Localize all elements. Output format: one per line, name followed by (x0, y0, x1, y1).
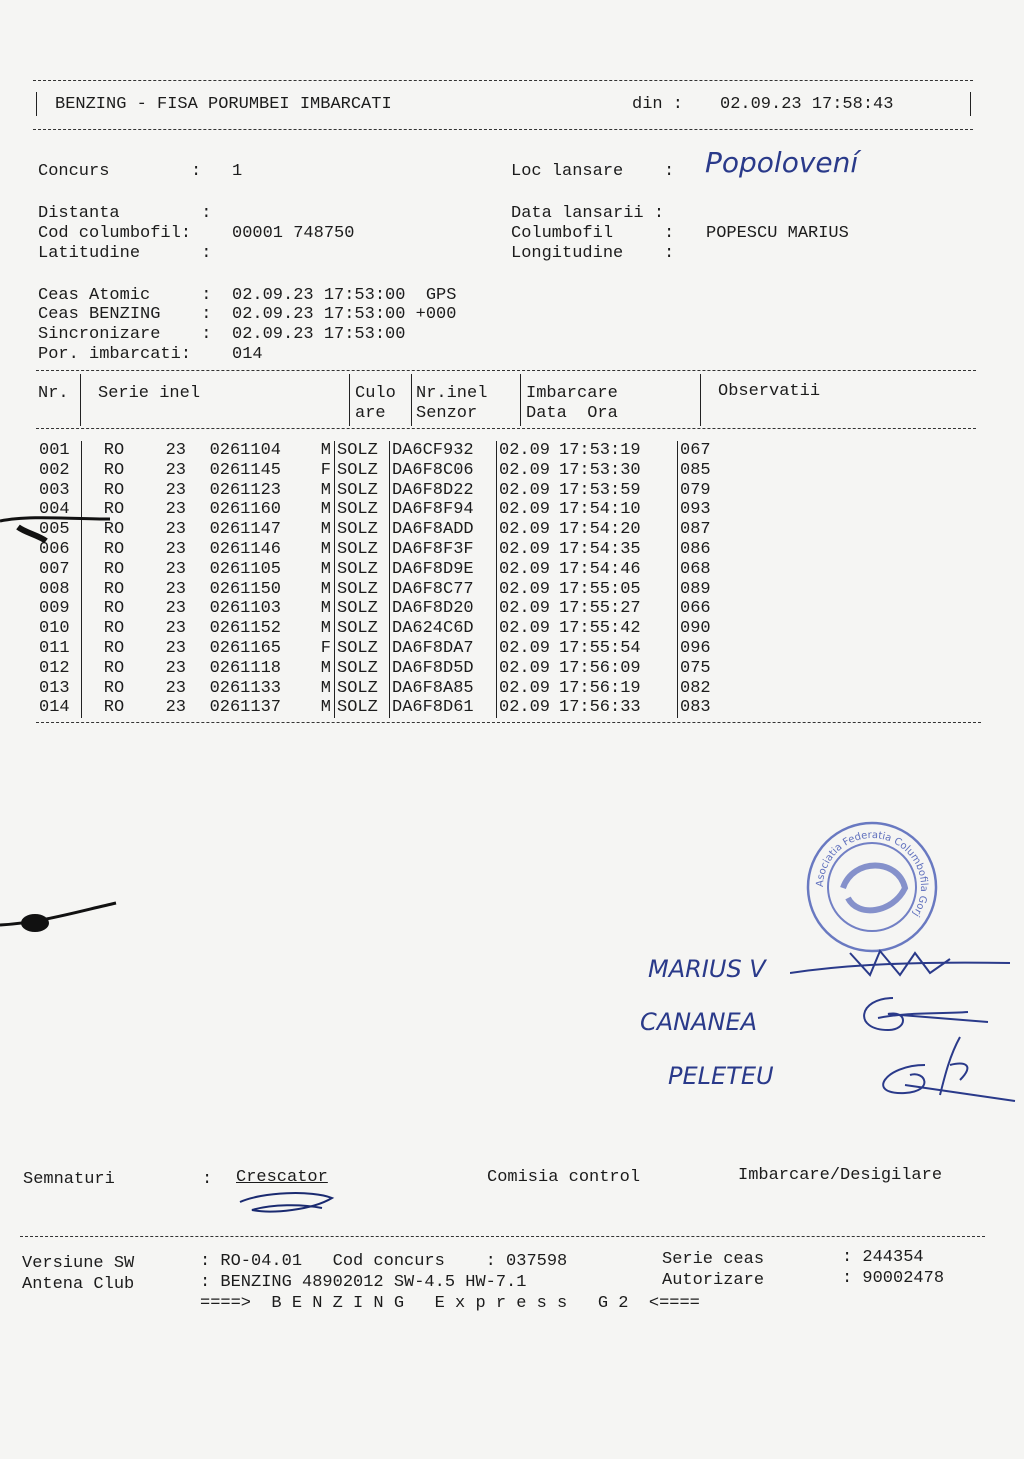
cell-inel: 0261105 (209, 559, 281, 579)
cell-tara: RO (103, 638, 125, 658)
cell-obs: 087 (680, 520, 711, 540)
stamp-text: Asociatia Federatia Columbofila Gorj (814, 829, 930, 919)
cell-an: 23 (165, 500, 186, 520)
cell-senzor: DA6F8D20 (390, 599, 497, 619)
page-title: BENZING - FISA PORUMBEI IMBARCATI (55, 95, 392, 114)
cell-senzor: DA6F8D9E (390, 560, 497, 580)
antena-value: : BENZING 48902012 SW-4.5 HW-7.1 (200, 1273, 527, 1292)
cell-obs: 082 (680, 678, 711, 698)
pen-mark-bottom (0, 895, 125, 945)
cell-tara: RO (103, 441, 125, 460)
semnaturi-colon: : (202, 1170, 213, 1189)
cell-inel: 0261133 (209, 678, 281, 698)
cell-an: 23 (165, 638, 186, 658)
federation-stamp (803, 818, 941, 956)
longitudine-label: Longitudine : (511, 244, 675, 263)
table-row (37, 679, 740, 699)
cell-tara: RO (103, 579, 125, 599)
col-nr: Nr. (38, 384, 69, 403)
cell-nr: 003 (37, 481, 82, 501)
cell-inel: 0261118 (209, 658, 281, 678)
cell-ora: 17:55:05 (557, 580, 678, 600)
columbofil-label: Columbofil : (511, 224, 675, 243)
pen-mark-top (0, 505, 120, 565)
cell-obs: 079 (680, 480, 711, 500)
cell-sex: F (281, 639, 335, 659)
cell-sex: M (281, 441, 335, 461)
cell-tara: RO (103, 599, 125, 619)
col-senzor-2: Senzor (416, 404, 478, 423)
cell-inel: 0261123 (209, 480, 281, 500)
cell-ora: 17:55:27 (557, 599, 678, 619)
por-imbarcati-label: Por. imbarcati: (38, 345, 192, 364)
cell-obs: 086 (680, 539, 711, 559)
cell-senzor: DA6F8A85 (390, 679, 497, 699)
cell-data: 02.09 (499, 520, 551, 540)
table-header-divider-4 (520, 374, 521, 426)
birds-table-body (37, 441, 740, 718)
cell-obs: 067 (680, 441, 711, 460)
cell-nr: 002 (37, 461, 82, 481)
table-row (37, 481, 740, 501)
cell-an: 23 (165, 539, 186, 559)
cell-senzor: DA6F8F94 (390, 500, 497, 520)
serie-ceas-value: : 244354 (842, 1248, 924, 1267)
cell-an: 23 (165, 559, 186, 579)
table-row (37, 639, 740, 659)
table-row (37, 500, 740, 520)
cell-nr: 014 (37, 698, 82, 718)
cell-obs: 075 (680, 658, 711, 678)
cell-culoare: SOLZ (335, 580, 390, 600)
cell-senzor: DA6F8C06 (390, 461, 497, 481)
header-right-border (970, 92, 971, 116)
ceas-benzing-label: Ceas BENZING : (38, 305, 212, 324)
signature-2 (848, 990, 998, 1040)
sincronizare-label: Sincronizare : (38, 325, 212, 344)
cell-senzor: DA6F8C77 (390, 580, 497, 600)
cell-tara: RO (103, 539, 125, 559)
col-culoare-1: Culo (355, 384, 396, 403)
cell-nr: 013 (37, 679, 82, 699)
cell-inel: 0261160 (209, 500, 281, 520)
ceas-benzing-value: 02.09.23 17:53:00 +000 (232, 305, 457, 324)
cell-ora: 17:56:09 (557, 659, 678, 679)
birds-table (37, 441, 740, 718)
por-imbarcati-value: 014 (232, 345, 263, 364)
cell-tara: RO (103, 678, 125, 698)
cell-data: 02.09 (499, 559, 551, 579)
cell-tara: RO (103, 619, 125, 639)
col-imbarcare-1: Imbarcare (526, 384, 618, 403)
cell-culoare: SOLZ (335, 441, 390, 461)
cell-data: 02.09 (499, 678, 551, 698)
cell-tara: RO (103, 520, 125, 540)
cell-data: 02.09 (499, 579, 551, 599)
cell-an: 23 (165, 599, 186, 619)
cell-sex: M (281, 659, 335, 679)
versiune-value: : RO-04.01 Cod concurs : 037598 (200, 1252, 568, 1271)
cell-nr: 007 (37, 560, 82, 580)
cell-ora: 17:56:19 (557, 679, 678, 699)
cell-nr: 010 (37, 619, 82, 639)
signature-1 (790, 945, 1020, 985)
cell-inel: 0261103 (209, 599, 281, 619)
cell-sex: M (281, 599, 335, 619)
cell-ora: 17:54:35 (557, 540, 678, 560)
footer-rule (20, 1236, 985, 1237)
cell-data: 02.09 (499, 460, 551, 480)
ceas-atomic-value: 02.09.23 17:53:00 GPS (232, 286, 457, 305)
imbarcare-desigilare-label: Imbarcare/Desigilare (738, 1166, 943, 1185)
cell-nr: 005 (37, 520, 82, 540)
cell-data: 02.09 (499, 619, 551, 639)
cell-inel: 0261137 (209, 698, 281, 718)
cell-data: 02.09 (499, 539, 551, 559)
cell-sex: M (281, 481, 335, 501)
table-row (37, 560, 740, 580)
cell-inel: 0261165 (209, 638, 281, 658)
cell-inel: 0261150 (209, 579, 281, 599)
cell-nr: 011 (37, 639, 82, 659)
versiune-label: Versiune SW (22, 1254, 135, 1273)
cell-an: 23 (165, 579, 186, 599)
cell-nr: 009 (37, 599, 82, 619)
table-row (37, 580, 740, 600)
cell-senzor: DA6F8F3F (390, 540, 497, 560)
cell-sex: M (281, 500, 335, 520)
crescator-signature (232, 1188, 342, 1218)
cell-senzor: DA6F8D5D (390, 659, 497, 679)
table-header-rule (36, 428, 976, 429)
cell-tara: RO (103, 500, 125, 520)
cell-culoare: SOLZ (335, 619, 390, 639)
cell-culoare: SOLZ (335, 540, 390, 560)
cell-obs: 085 (680, 460, 711, 480)
cell-data: 02.09 (499, 599, 551, 619)
cell-data: 02.09 (499, 658, 551, 678)
table-header-divider-2 (349, 374, 350, 426)
cell-obs: 066 (680, 599, 711, 619)
semnaturi-label: Semnaturi (23, 1170, 115, 1189)
cell-inel: 0261147 (209, 520, 281, 540)
cell-tara: RO (103, 480, 125, 500)
cell-obs: 093 (680, 500, 711, 520)
autorizare-label: Autorizare (662, 1271, 765, 1290)
concurs-value: 1 (232, 162, 243, 181)
din-label: din : (632, 95, 684, 114)
latitudine-label: Latitudine : (38, 244, 212, 263)
cell-inel: 0261152 (209, 619, 281, 639)
handwritten-name-1: MARIUS V (648, 955, 766, 983)
autorizare-value: : 90002478 (842, 1269, 945, 1288)
table-row (37, 520, 740, 540)
cell-nr: 012 (37, 659, 82, 679)
cell-senzor: DA6F8DA7 (390, 639, 497, 659)
cell-an: 23 (165, 480, 186, 500)
table-bottom-rule (36, 722, 981, 723)
cell-culoare: SOLZ (335, 698, 390, 718)
cell-an: 23 (165, 698, 186, 718)
table-row (37, 461, 740, 481)
table-row (37, 659, 740, 679)
cod-value: 00001 748750 (232, 224, 355, 243)
cell-sex: M (281, 698, 335, 718)
loc-label: Loc lansare : (511, 162, 675, 181)
cell-ora: 17:55:54 (557, 639, 678, 659)
table-header-divider-3 (411, 374, 412, 426)
cell-sex: M (281, 580, 335, 600)
antena-label: Antena Club (22, 1275, 135, 1294)
cell-obs: 083 (680, 698, 711, 718)
handwritten-name-2: CANANEA (640, 1008, 758, 1036)
cell-ora: 17:54:10 (557, 500, 678, 520)
crescator-label: Crescator (236, 1168, 328, 1187)
table-row (37, 540, 740, 560)
comisia-label: Comisia control (487, 1168, 641, 1187)
cell-an: 23 (165, 619, 186, 639)
cell-sex: M (281, 679, 335, 699)
cell-data: 02.09 (499, 500, 551, 520)
cell-an: 23 (165, 460, 186, 480)
cell-obs: 089 (680, 579, 711, 599)
table-header-divider-5 (700, 374, 701, 426)
cell-an: 23 (165, 678, 186, 698)
cell-data: 02.09 (499, 480, 551, 500)
table-top-rule (36, 370, 976, 371)
cell-ora: 17:53:59 (557, 481, 678, 501)
col-observatii: Observatii (718, 382, 821, 401)
cell-ora: 17:54:20 (557, 520, 678, 540)
col-senzor-1: Nr.inel (416, 384, 488, 403)
cell-tara: RO (103, 460, 125, 480)
loc-value-handwritten: Popolovení (705, 146, 859, 179)
cell-nr: 008 (37, 580, 82, 600)
serie-ceas-label: Serie ceas (662, 1250, 765, 1269)
col-culoare-2: are (355, 404, 386, 423)
benzing-express-banner: ====> B E N Z I N G E x p r e s s G 2 <==== (200, 1294, 700, 1313)
distanta-label: Distanta : (38, 204, 212, 223)
cell-inel: 0261104 (209, 441, 281, 460)
sincronizare-value: 02.09.23 17:53:00 (232, 325, 406, 344)
cell-culoare: SOLZ (335, 500, 390, 520)
cell-obs: 096 (680, 638, 711, 658)
cell-nr: 006 (37, 540, 82, 560)
din-value: 02.09.23 17:58:43 (720, 95, 894, 114)
cell-ora: 17:53:30 (557, 461, 678, 481)
cell-ora: 17:53:19 (557, 441, 678, 461)
cell-culoare: SOLZ (335, 599, 390, 619)
data-lansarii-label: Data lansarii : (511, 204, 665, 223)
cell-tara: RO (103, 698, 125, 718)
cell-senzor: DA624C6D (390, 619, 497, 639)
cell-nr: 001 (37, 441, 82, 461)
cell-sex: M (281, 619, 335, 639)
table-row (37, 599, 740, 619)
col-imbarcare-2: Data Ora (526, 404, 618, 423)
cell-ora: 17:54:46 (557, 560, 678, 580)
table-header-divider-1 (80, 374, 81, 426)
signature-3 (865, 1035, 1020, 1105)
table-row (37, 698, 740, 718)
cell-culoare: SOLZ (335, 659, 390, 679)
table-row (37, 441, 740, 461)
cell-nr: 004 (37, 500, 82, 520)
ceas-atomic-label: Ceas Atomic : (38, 286, 212, 305)
cell-culoare: SOLZ (335, 520, 390, 540)
cell-data: 02.09 (499, 638, 551, 658)
columbofil-value: POPESCU MARIUS (706, 224, 849, 243)
cell-data: 02.09 (499, 441, 551, 460)
cell-inel: 0261146 (209, 539, 281, 559)
cell-inel: 0261145 (209, 460, 281, 480)
cell-culoare: SOLZ (335, 481, 390, 501)
cell-sex: M (281, 560, 335, 580)
cell-sex: F (281, 461, 335, 481)
cell-an: 23 (165, 658, 186, 678)
cell-culoare: SOLZ (335, 679, 390, 699)
cell-sex: M (281, 520, 335, 540)
col-serie-inel: Serie inel (98, 384, 201, 403)
cell-sex: M (281, 540, 335, 560)
header-left-border (36, 92, 37, 116)
cell-senzor: DA6F8D61 (390, 698, 497, 718)
cell-senzor: DA6F8ADD (390, 520, 497, 540)
cell-an: 23 (165, 441, 186, 460)
table-row (37, 619, 740, 639)
cell-tara: RO (103, 559, 125, 579)
concurs-label: Concurs : (38, 162, 202, 181)
cell-ora: 17:56:33 (557, 698, 678, 718)
cell-senzor: DA6F8D22 (390, 481, 497, 501)
cell-culoare: SOLZ (335, 560, 390, 580)
cell-data: 02.09 (499, 698, 551, 718)
cell-ora: 17:55:42 (557, 619, 678, 639)
cell-an: 23 (165, 520, 186, 540)
cell-tara: RO (103, 658, 125, 678)
cell-culoare: SOLZ (335, 639, 390, 659)
cell-culoare: SOLZ (335, 461, 390, 481)
handwritten-name-3: PELETEU (668, 1062, 774, 1090)
cod-label: Cod columbofil: (38, 224, 192, 243)
cell-senzor: DA6CF932 (390, 441, 497, 461)
cell-obs: 090 (680, 619, 711, 639)
cell-obs: 068 (680, 559, 711, 579)
